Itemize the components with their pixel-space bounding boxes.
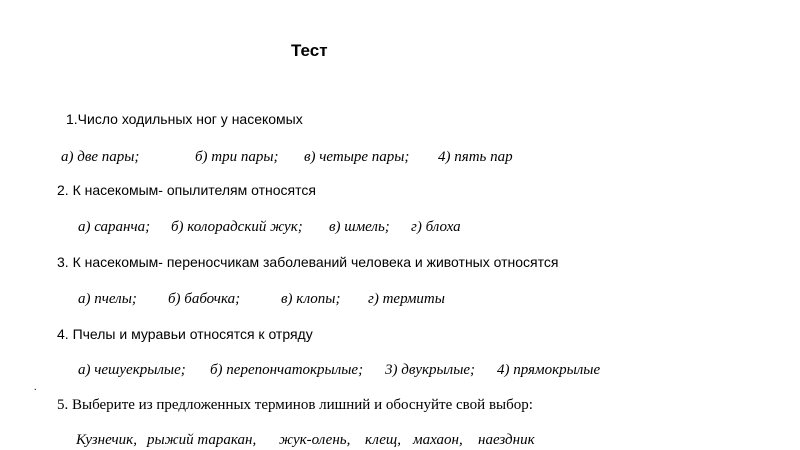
question-4: 4. Пчелы и муравьи относятся к отряду <box>57 326 313 342</box>
question-1-option-c: в) четыре пары; <box>304 149 410 165</box>
question-3-option-d: г) термиты <box>368 291 445 307</box>
term-4: клещ, <box>365 432 401 448</box>
term-3: жук-олень, <box>279 432 351 448</box>
question-3-option-c: в) клопы; <box>281 291 341 307</box>
question-2-option-a: а) саранча; <box>78 219 151 235</box>
question-4-option-a: а) чешуекрылые; <box>78 362 186 378</box>
term-6: наездник <box>478 432 535 448</box>
question-4-option-b: б) перепончатокрылые; <box>210 362 364 378</box>
question-1-option-b: б) три пары; <box>195 149 279 165</box>
page-title: Тест <box>291 41 328 60</box>
question-2-option-d: г) блоха <box>411 219 461 235</box>
question-3: 3. К насекомым- переносчикам заболеваний человека и животных относятся <box>57 254 559 270</box>
term-1: Кузнечик, <box>76 432 137 448</box>
question-1-option-a: а) две пары; <box>61 149 140 165</box>
question-2-option-b: б) колорадский жук; <box>171 219 303 235</box>
question-4-option-c: 3) двукрылые; <box>385 362 476 378</box>
question-4-option-d: 4) прямокрылые <box>497 362 601 378</box>
question-5: 5. Выберите из предложенных терминов лишний и обоснуйте свой выбор: <box>57 397 533 413</box>
question-3-option-a: а) пчелы; <box>78 291 137 307</box>
term-2: рыжий таракан, <box>147 432 257 448</box>
question-1: 1.Число ходильных ног у насекомых <box>66 111 303 127</box>
stray-dot: . <box>34 382 37 393</box>
question-2: 2. К насекомым- опылителям относятся <box>57 182 316 198</box>
question-3-option-b: б) бабочка; <box>168 291 241 307</box>
term-5: махаон, <box>413 432 463 448</box>
question-2-option-c: в) шмель; <box>329 219 390 235</box>
question-1-option-d: 4) пять пар <box>438 149 513 165</box>
